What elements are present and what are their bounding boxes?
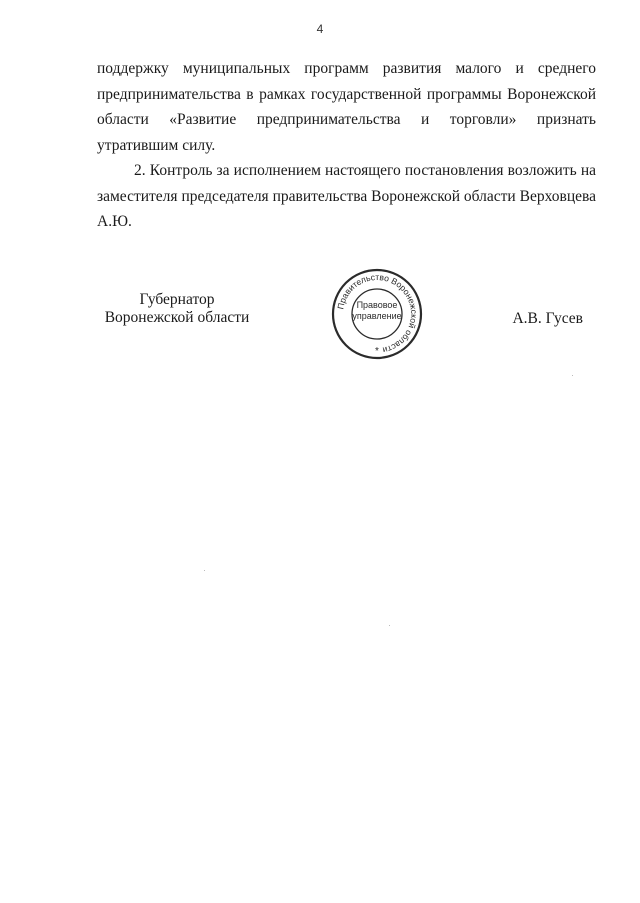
seal-center-text bbox=[347, 300, 407, 322]
scan-speck bbox=[204, 570, 205, 571]
scan-speck bbox=[572, 375, 573, 376]
seal-center-line-1: Правовое bbox=[356, 300, 398, 310]
seal-center-line-2: управление bbox=[352, 311, 402, 321]
signatory-title bbox=[97, 291, 257, 327]
paragraph-1: поддержку муниципальных программ развития малого и среднего предпринимательства в рамках государственной программы Воронежской области «Развитие предпринимательства и торговли» признать утратившим силу. bbox=[97, 60, 596, 154]
seal-ring-text: Правительство Воронежской области bbox=[335, 271, 420, 356]
seal-star: * bbox=[375, 346, 379, 357]
paragraph-2: 2. Контроль за исполнением настоящего постановления возложить на заместителя председателя правительства Воронежской области Верховцева А.Ю. bbox=[97, 162, 596, 230]
signatory-title-line-1: Губернатор bbox=[139, 291, 215, 308]
scan-speck bbox=[389, 625, 390, 626]
signatory-title-line-2: Воронежской области bbox=[104, 309, 250, 326]
page-number: 4 bbox=[316, 22, 324, 36]
document-body bbox=[97, 56, 596, 235]
signatory-name: А.В. Гусев bbox=[512, 310, 583, 327]
